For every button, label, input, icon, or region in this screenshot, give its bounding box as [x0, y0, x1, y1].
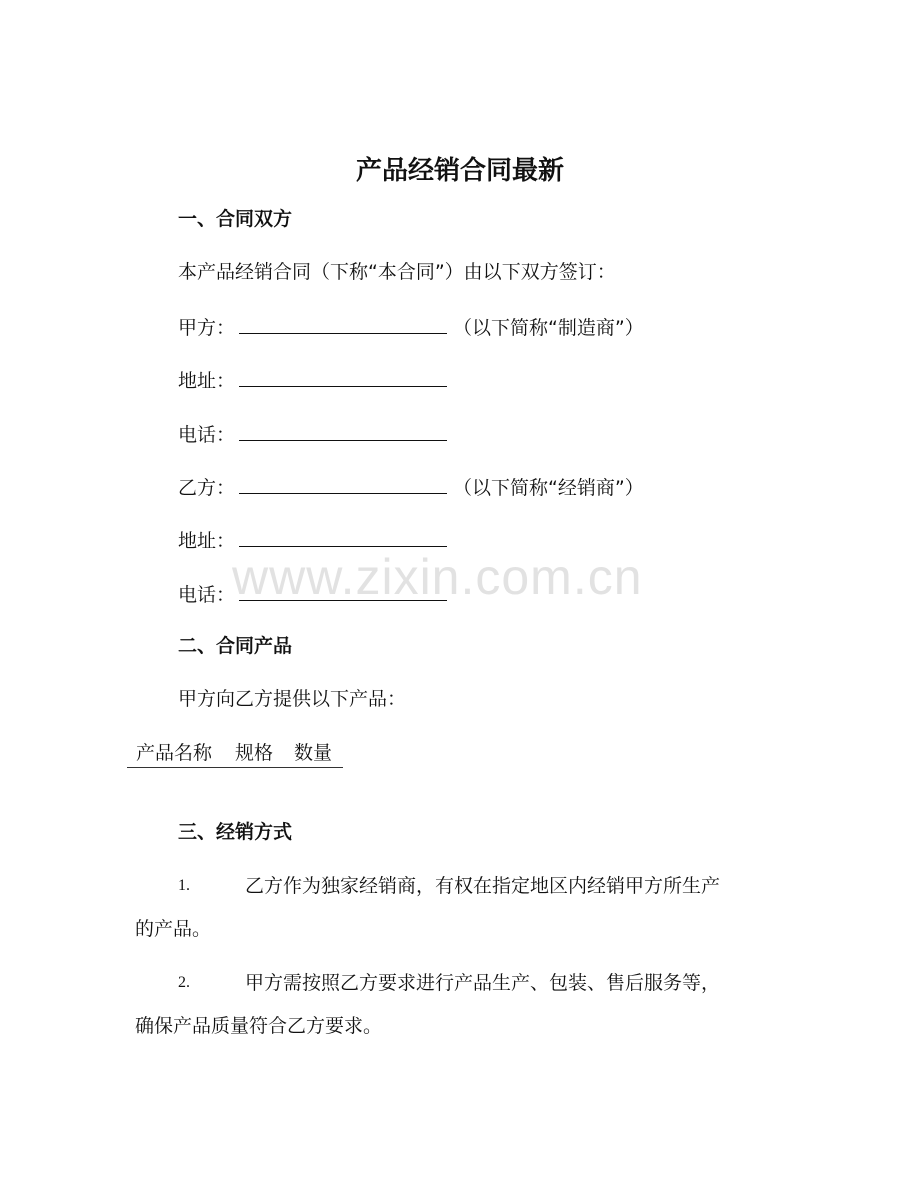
party-a-phone-row: [178, 418, 453, 450]
party-b-row: [178, 471, 644, 503]
list-item-text: 甲方需按照乙方要求进行产品生产、包装、售后服务等，: [245, 972, 721, 994]
party-a-address-blank[interactable]: [239, 364, 447, 387]
party-a-address-label: 地址：: [178, 370, 236, 392]
party-a-label: 甲方：: [178, 317, 236, 339]
table-header-qty: 数量: [294, 742, 333, 764]
party-b-blank[interactable]: [239, 471, 447, 494]
party-a-phone-blank[interactable]: [239, 418, 447, 441]
party-b-address-label: 地址：: [178, 530, 236, 552]
table-header-name: 产品名称: [136, 742, 213, 764]
party-b-label: 乙方：: [178, 477, 236, 499]
document-title: 产品经销合同最新: [355, 156, 564, 186]
section-2-heading: 二、合同产品: [178, 635, 293, 657]
list-item-continuation: 的产品。: [135, 918, 212, 940]
party-b-phone-label: 电话：: [178, 584, 236, 606]
section-3-heading: 三、经销方式: [178, 821, 293, 843]
party-a-address-row: [178, 364, 453, 396]
list-item-text: 乙方作为独家经销商，有权在指定地区内经销甲方所生产: [245, 875, 721, 897]
product-table-header: [127, 739, 343, 768]
party-a-phone-label: 电话：: [178, 424, 236, 446]
watermark: www.zixin.com.cn: [232, 549, 643, 605]
party-a-note: （以下简称“制造商”）: [453, 317, 644, 339]
party-a-row: [178, 311, 644, 343]
party-b-note: （以下简称“经销商”）: [453, 477, 644, 499]
section-1-intro: 本产品经销合同（下称“本合同”）由以下双方签订：: [178, 261, 616, 283]
table-header-spec: 规格: [235, 742, 274, 764]
party-a-blank[interactable]: [239, 311, 447, 334]
list-item-number: 1.: [178, 877, 190, 894]
section-2-intro: 甲方向乙方提供以下产品：: [178, 688, 407, 710]
party-b-address-blank[interactable]: [239, 524, 447, 547]
section-1-heading: 一、合同双方: [178, 208, 293, 230]
list-item-continuation: 确保产品质量符合乙方要求。: [135, 1015, 383, 1037]
list-item-number: 2.: [178, 974, 190, 991]
